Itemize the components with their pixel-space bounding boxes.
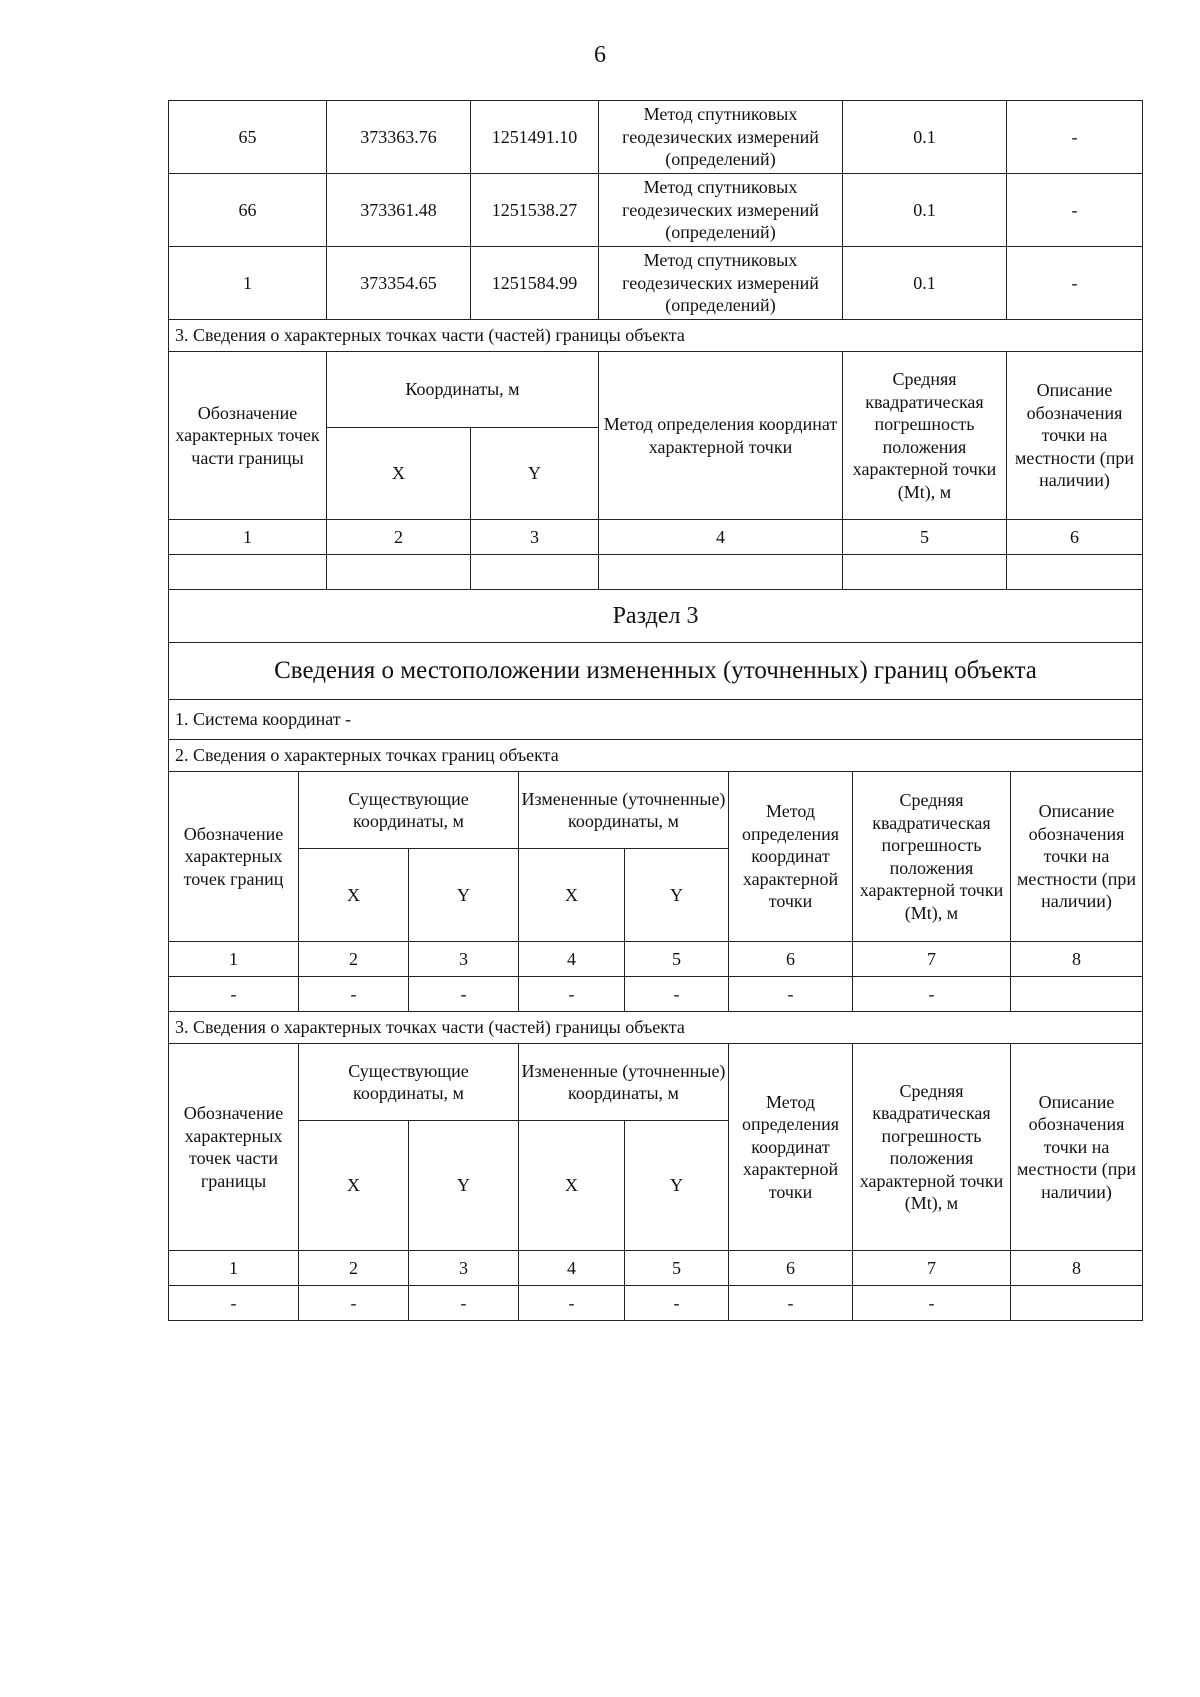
header-method: Метод определения координат характерной точки [599, 352, 843, 520]
section-label: Раздел 3 [169, 590, 1143, 643]
col-number: 6 [1007, 520, 1143, 555]
header-x: X [327, 428, 471, 520]
header-y: Y [409, 849, 519, 942]
document-sheet [168, 100, 1142, 1321]
header-method: Метод определения координат характерной точки [729, 772, 853, 942]
method-cell: Метод спутниковых геодезических измерений (определений) [599, 101, 843, 174]
col-number: 2 [299, 942, 409, 977]
y-cell: 1251584.99 [471, 247, 599, 320]
col-number: 4 [599, 520, 843, 555]
empty-cell [843, 555, 1007, 590]
y-cell: 1251491.10 [471, 101, 599, 174]
col-number: 7 [853, 1251, 1011, 1286]
column-numbers-row [169, 520, 1143, 555]
header-y: Y [625, 1121, 729, 1251]
col-number: 2 [327, 520, 471, 555]
section-title: Сведения о местоположении измененных (уточненных) границ объекта [169, 643, 1143, 700]
col-number: 1 [169, 942, 299, 977]
table-row [169, 1286, 1143, 1321]
x-cell: 373354.65 [327, 247, 471, 320]
header-existing: Существующие координаты, м [299, 772, 519, 849]
data-cell: - [853, 1286, 1011, 1321]
header-mt: Средняя квадратическая погрешность положения характерной точки (Mt), м [853, 772, 1011, 942]
point-cell: 1 [169, 247, 327, 320]
header-y: Y [409, 1121, 519, 1251]
page-number: 6 [594, 42, 606, 68]
header-designation: Обозначение характерных точек части границы [169, 1044, 299, 1251]
desc-cell: - [1007, 101, 1143, 174]
header-mt: Средняя квадратическая погрешность положения характерной точки (Mt), м [853, 1044, 1011, 1251]
header-mt: Средняя квадратическая погрешность положения характерной точки (Mt), м [843, 352, 1007, 520]
table-row [169, 174, 1143, 247]
header-method: Метод определения координат характерной точки [729, 1044, 853, 1251]
col-number: 8 [1011, 942, 1143, 977]
mt-cell: 0.1 [843, 247, 1007, 320]
col-number: 5 [625, 942, 729, 977]
column-numbers-row [169, 1251, 1143, 1286]
method-cell: Метод спутниковых геодезических измерений (определений) [599, 247, 843, 320]
col-number: 1 [169, 520, 327, 555]
col-number: 3 [471, 520, 599, 555]
col-number: 8 [1011, 1251, 1143, 1286]
data-cell: - [729, 977, 853, 1012]
section3-table [168, 589, 1143, 1321]
desc-cell: - [1007, 174, 1143, 247]
header-changed: Измененные (уточненные) координаты, м [519, 772, 729, 849]
data-cell: - [299, 977, 409, 1012]
boundary-points-title: 2. Сведения о характерных точках границ объекта [169, 740, 1143, 772]
header-existing: Существующие координаты, м [299, 1044, 519, 1121]
empty-cell [1007, 555, 1143, 590]
col-number: 3 [409, 942, 519, 977]
table-row [169, 101, 1143, 174]
table-row [169, 247, 1143, 320]
mt-cell: 0.1 [843, 101, 1007, 174]
col-number: 4 [519, 1251, 625, 1286]
header-x: X [519, 1121, 625, 1251]
empty-cell [169, 555, 327, 590]
header-x: X [519, 849, 625, 942]
part-points-title: 3. Сведения о характерных точках части (частей) границы объекта [169, 1012, 1143, 1044]
header-x: X [299, 1121, 409, 1251]
data-cell: - [625, 977, 729, 1012]
data-cell: - [729, 1286, 853, 1321]
header-y: Y [625, 849, 729, 942]
col-number: 4 [519, 942, 625, 977]
col-number: 5 [843, 520, 1007, 555]
col-number: 1 [169, 1251, 299, 1286]
method-cell: Метод спутниковых геодезических измерений (определений) [599, 174, 843, 247]
header-coords: Координаты, м [327, 352, 599, 428]
point-cell: 65 [169, 101, 327, 174]
empty-cell [599, 555, 843, 590]
data-cell: - [625, 1286, 729, 1321]
col-number: 6 [729, 942, 853, 977]
header-designation: Обозначение характерных точек части границы [169, 352, 327, 520]
col-number: 2 [299, 1251, 409, 1286]
desc-cell: - [1007, 247, 1143, 320]
empty-cell [327, 555, 471, 590]
point-cell: 66 [169, 174, 327, 247]
y-cell: 1251538.27 [471, 174, 599, 247]
header-changed: Измененные (уточненные) координаты, м [519, 1044, 729, 1121]
data-cell: - [299, 1286, 409, 1321]
data-cell: - [853, 977, 1011, 1012]
part-section-title: 3. Сведения о характерных точках части (частей) границы объекта [169, 320, 1143, 352]
data-cell: - [409, 1286, 519, 1321]
data-cell [1011, 977, 1143, 1012]
col-number: 5 [625, 1251, 729, 1286]
section2-table [168, 100, 1143, 590]
x-cell: 373361.48 [327, 174, 471, 247]
column-numbers-row [169, 942, 1143, 977]
x-cell: 373363.76 [327, 101, 471, 174]
header-designation: Обозначение характерных точек границ [169, 772, 299, 942]
data-cell [1011, 1286, 1143, 1321]
empty-row [169, 555, 1143, 590]
data-cell: - [519, 977, 625, 1012]
data-cell: - [519, 1286, 625, 1321]
header-desc: Описание обозначения точки на местности (при наличии) [1007, 352, 1143, 520]
data-cell: - [169, 1286, 299, 1321]
coordinate-system: 1. Система координат - [169, 700, 1143, 740]
col-number: 7 [853, 942, 1011, 977]
header-x: X [299, 849, 409, 942]
data-cell: - [169, 977, 299, 1012]
mt-cell: 0.1 [843, 174, 1007, 247]
col-number: 3 [409, 1251, 519, 1286]
col-number: 6 [729, 1251, 853, 1286]
table-row [169, 977, 1143, 1012]
data-cell: - [409, 977, 519, 1012]
header-y: Y [471, 428, 599, 520]
empty-cell [471, 555, 599, 590]
header-desc: Описание обозначения точки на местности (при наличии) [1011, 1044, 1143, 1251]
header-desc: Описание обозначения точки на местности (при наличии) [1011, 772, 1143, 942]
